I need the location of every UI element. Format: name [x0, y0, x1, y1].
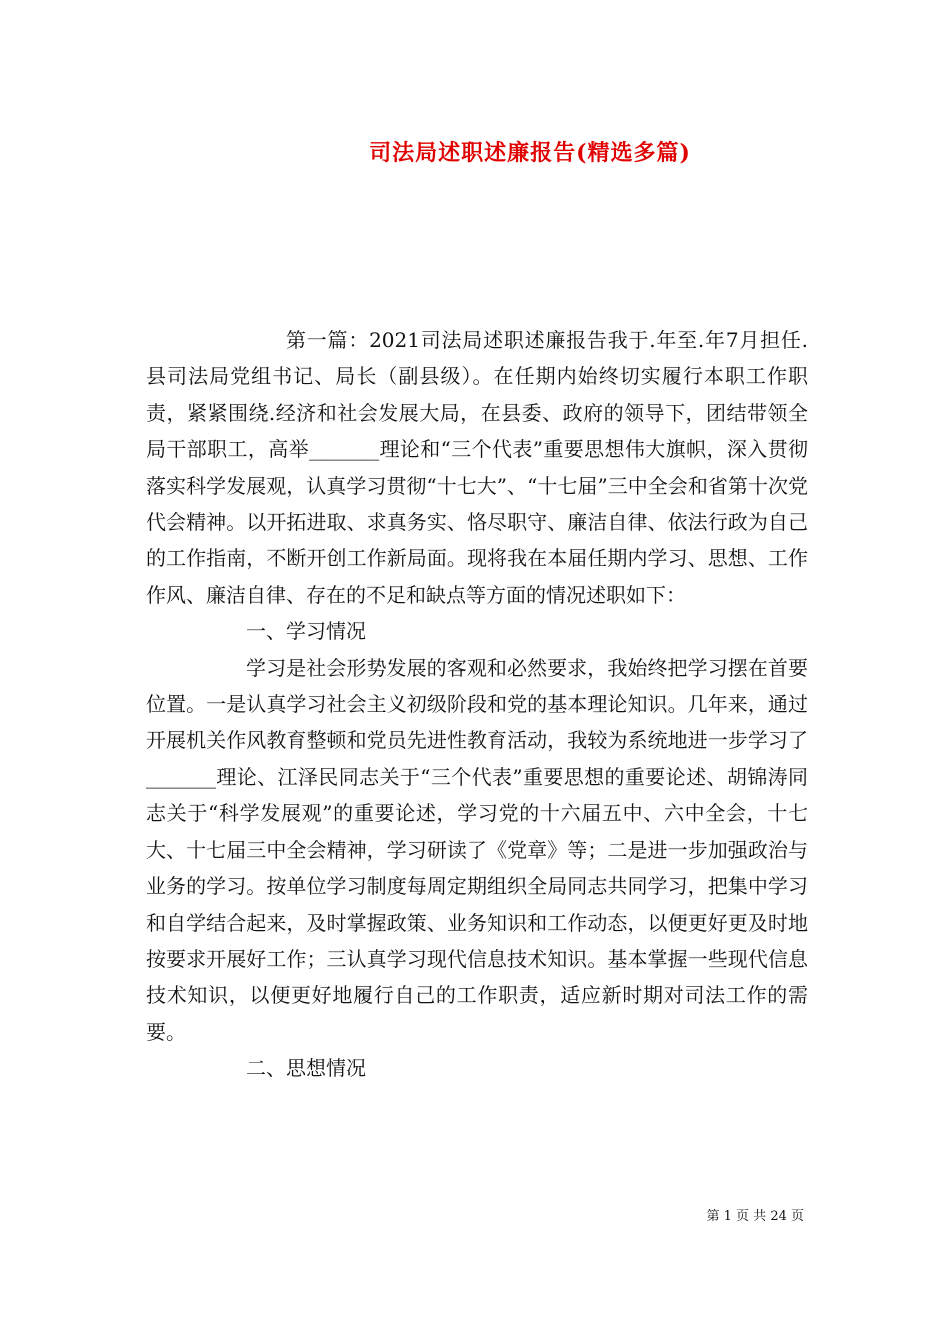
paragraph-intro: 第一篇：2021司法局述职述廉报告我于.年至.年7月担任.县司法局党组书记、局长（副县级）。在任期内始终切实履行本职工作职责，紧紧围绕.经济和社会发展大局，在县委、政府的领导下，团结带领全局干部职工，高举_______理论和“三个代表”重要思想伟大旗帜，深入贯彻落实科学发展观，认真学习贯彻“十七大”、“十七届”三中全会和省第十次党代会精神。以开拓进取、求真务实、恪尽职守、廉洁自律、依法行政为自己的工作指南，不断开创工作新局面。现将我在本届任期内学习、思想、工作作风、廉洁自律、存在的不足和缺点等方面的情况述职如下：: [146, 328, 808, 607]
section-heading-thought: 二、思想情况: [246, 1056, 366, 1081]
document-title: 司法局述职述廉报告(精选多篇): [369, 140, 691, 166]
page-number: 第 1 页 共 24 页: [706, 1209, 804, 1224]
document-body: [146, 322, 808, 1087]
paragraph-study: 学习是社会形势发展的客观和必然要求，我始终把学习摆在首要位置。一是认真学习社会主义初级阶段和党的基本理论知识。几年来，通过开展机关作风教育整顿和党员先进性教育活动，我较为系统地进一步学习了_______理论、江泽民同志关于“三个代表”重要思想的重要论述、胡锦涛同志关于“科学发展观”的重要论述，学习党的十六届五中、六中全会，十七大、十七届三中全会精神，学习研读了《党章》等；二是进一步加强政治与业务的学习。按单位学习制度每周定期组织全局同志共同学习，把集中学习和自学结合起来，及时掌握政策、业务知识和工作动态，以便更好更及时地按要求开展好工作；三认真学习现代信息技术知识。基本掌握一些现代信息技术知识，以便更好地履行自己的工作职责，适应新时期对司法工作的需要。: [146, 655, 808, 1044]
section-heading-study: 一、学习情况: [246, 619, 366, 644]
